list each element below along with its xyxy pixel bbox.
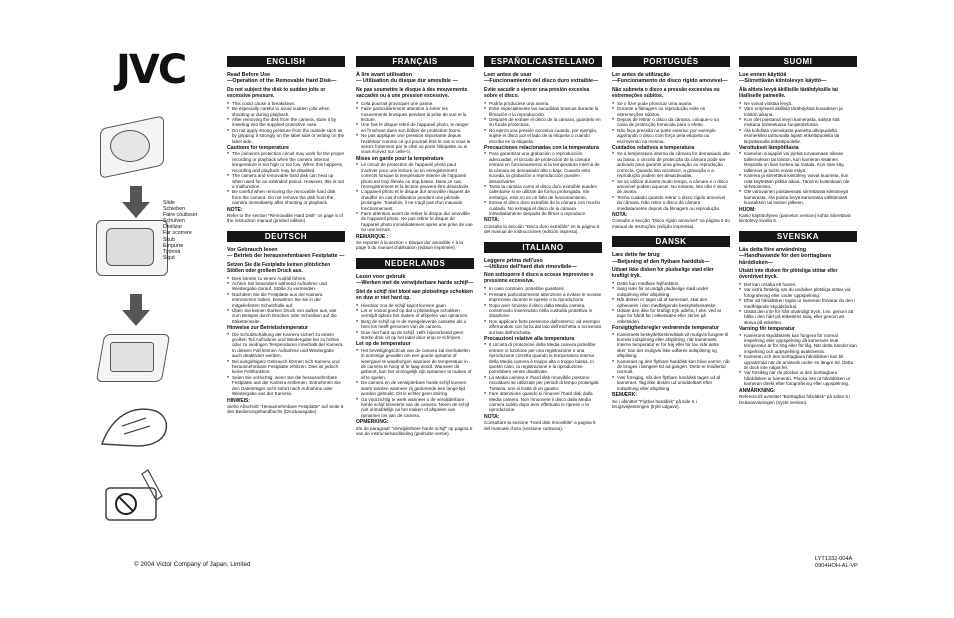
column-english-deutsch: [227, 56, 345, 415]
list-item: ● Kameran suojapiiri voi pyrkiä turvaamaan oikean tallennuksen tai toiston, kun kameran sisäinen lämpötila on liian korkea tai matala. Kun näin käy, tallennus ja toisto voivat estyä.: [739, 151, 857, 173]
english-lead: Do not subject the disk to sudden jolts or excessive pressure.: [227, 86, 326, 99]
nederlands-caution-heading: Let op de temperatuur: [356, 341, 411, 348]
column-espanol-italiano: [484, 56, 602, 431]
suomi-note: Katso käyttöohjeen (painetun version) kohta Siirrettävä kiintolevy sivulla 5.: [739, 212, 851, 224]
list-item: ● Kameran och den borttagbara hårddisken kan bli uppvärmda när de används under en längre tid. Detta är dock inte något fel.: [739, 354, 857, 370]
list-item: ● Le circuit de protection de l'appareil photo peut s'activer pour une lecture ou un enregistrement corrects lorsque la température interne de l'appareil photo est trop élevée ou trop basse. Dans ce cas, l'enregistrement et la lecture peuvent être désactivés.: [356, 162, 474, 189]
deutsch-caution-heading: Hinweise zur Betriebstemperatur: [227, 325, 309, 332]
list-item: ● Kamerans skyddskrets kan fungera för normal inspelning eller uppspelning då kamerans inuti temperatur är för hög eller för låg. När detta händer kan inspelning och uppspelning avaktiveras.: [739, 333, 857, 355]
list-item: ● Achten Sie besonders während Aufnahme und Wiedergabe darauf, Stöße zu vermeiden.: [227, 281, 345, 292]
suomi-lead: Älä altista levyä äkillisille tärähdyksille tai liialliselle paineelle.: [739, 86, 838, 99]
espanol-caution-heading: Precauciones relacionadas con la temperatura: [484, 145, 599, 152]
list-item: ● Duw niet hard op de schijf, zelfs bijvoorbeeld geen sterke druk uit op het label door erop te schrijven.: [356, 330, 474, 341]
list-item: ● Varo erityisesti äkillisiä tärähdyksiä kuvauksen ja toiston aikana.: [739, 106, 857, 117]
list-item: ● Ne pas appliquer une pression importante depuis l'extérieur comme ce qui pourrait être le cas si vous le serrez fortement par le côté où porte l'étiquette ou si vous écrivez sur celle-ci.: [356, 133, 474, 155]
francais-caution-heading: Mises en garde pour la température: [356, 155, 444, 162]
list-item: ● Hierdoor zou de schijf kapot kunnen gaan.: [356, 303, 474, 308]
portugues-title: Ler antes de utilização: [612, 72, 670, 78]
no-writing-warning-illustration: [92, 466, 176, 526]
copyright: © 2004 Victor Company of Japan, Limited: [134, 561, 251, 568]
list-item: ● No ejerza una presión excesiva cuando, por ejemplo, sujete el disco por el lado de la etiqueta o cuando escriba en la etiqueta.: [484, 128, 602, 144]
list-item: ● Une fois le disque retiré de l'appareil photo, le ranger en l'insérant dans son boîtier de protection fourni.: [356, 122, 474, 133]
list-item: ● Dopo aver rimosso il disco dalla Media camera, conservarlo inserendolo nella custodia protettiva in dotazione.: [484, 303, 602, 319]
list-item: ● Depois de retirar o disco da câmara, coloque-o na caixa de protecção fornecida para o efeito.: [612, 117, 730, 128]
list-item: ● Faire particulièrement attention à éviter les mouvements brusques pendant la prise de vue et la lecture.: [356, 106, 474, 122]
list-item: ● Utsätt den inte för hårt utvändigt tryck, t.ex. genom att hålla i den hårt på etikettens sida, eller genom att skriva på etiketten.: [739, 309, 857, 325]
list-item: ● Después de extraer el disco de la cámara, guárdelo en su funda protectora.: [484, 117, 602, 128]
espanol-note-heading: NOTA:: [484, 217, 500, 224]
list-item: ● Når disken er taget ud af kameraet, skal den opbevares i den medfølgende beskyttelsesæske.: [612, 297, 730, 308]
document-codes: [815, 556, 858, 570]
espanol-lead: Evite sacudir o ejercer una presión excesiva sobre el disco.: [484, 86, 590, 99]
list-item: ● Prestare particolarmente attenzione a evitare le scosse improvvise durante le riprese o la riproduzione.: [484, 292, 602, 303]
espanol-title: Leer antes de usar: [484, 72, 532, 78]
list-item: ● Nachdem Sie die Festplatte aus der Kamera entnommen haben, bewahren Sie sie in der mitgelieferten Schutzhülle auf.: [227, 292, 345, 308]
list-item: ● Fare attenzione quando si rimuove l'hard disk dalla Media camera. Non rimuovere il disco dalla Media camera subito dopo aver effettuato le riprese o la riproduzione.: [484, 391, 602, 413]
svenska-lead: Utsätt inte disken för plötsliga stötar eller överdrivet tryck.: [739, 267, 838, 280]
list-item: ● Be careful when removing the removable hard disk from the camera. Do not remove the disk from the camera immediately after shooting or playback.: [227, 189, 345, 205]
italiano-title: Leggere prima dell'uso: [484, 257, 543, 264]
dansk-caution-heading: Forsigtighedsregler vedrørende temperatur: [612, 325, 719, 332]
list-item: ● Se o fizer pode provocar uma avaria.: [612, 101, 730, 106]
dansk-note-heading: BEMÆRK:: [612, 392, 637, 399]
jvc-logo: JVC: [116, 47, 186, 93]
francais-title: À lire avant utilisation: [356, 72, 413, 78]
list-item: ● Ole varovainen poistaessasi siirrettävää kiintolevyä kamerasta. Älä poista levyä kamerasta välittömästi kuvauksen tai toiston jälkeen.: [739, 189, 857, 205]
list-item: ● Kun olet poistanut levyn kamerasta, säilytä sitä mukana toimitetussa suojakotelossa.: [739, 117, 857, 128]
deutsch-title: Vor Gebrauch lesen: [227, 246, 278, 253]
list-item: ● Ga voorzichtig te werk wanneer u de verwijderbare harde schijf losneemt van de camera. Neem de schijf niet onmiddellijk na het maken of afspelen van opnamen los van de camera.: [356, 397, 474, 419]
portugues-note: Consulte a secção "Disco rígido amovível" na página 5 do manual de instruções (edição impressa).: [612, 218, 730, 229]
list-item: ● Faire attention avant de retirer le disque dur amovible de l'appareil photo. Ne pas retirer le disque de l'appareil photo immédiatement après une prise de vue ou une lecture.: [356, 211, 474, 233]
list-item: ● Be especially careful to avoid sudden jolts when shooting or during playback.: [227, 106, 345, 117]
band-espanol: ESPAÑOL/CASTELLANO: [484, 56, 602, 67]
band-svenska: SVENSKA: [739, 231, 857, 242]
list-item: ● Vær forsigtig, når den flytbare harddisk tages ud af kameraet. Tag ikke disken ud umiddelbart efter indspilning eller afspilning.: [612, 375, 730, 391]
italiano-subtitle: —Utilizzo dell'hard disk rimovibile—: [484, 263, 577, 270]
list-item: ● Se os utilizar durante muito tempo, a câmara e o disco amovível podem aquecer. No entanto, isto não é sinal de avaria.: [612, 179, 730, 195]
deutsch-subtitle: — Betrieb der herausnehmbaren Festplatte —: [227, 253, 345, 260]
hand-grip-warning-illustration: [92, 396, 176, 452]
nederlands-note: Zie de paragraaf "Verwijderbare harde schijf" op pagina 5 van de instructiehandleiding (gedrukte versie).: [356, 425, 473, 436]
list-item: ● Kamera ja siirrettävä kiintolevy voivat kuumeta, kun niitä käytetään pitkän aikaa. Tämä ei kuitenkaan ole virhetoiminto.: [739, 173, 857, 189]
portugues-lead: Não submeta o disco a pressão excessiva ou estremeções súbitos.: [612, 86, 720, 99]
list-item: ● This could cause a breakdown.: [227, 101, 345, 106]
list-item: ● Var försiktig när du plockar ut den borttagbara hårddisken ur kameran. Plocka inte ut hårddisken ur kameran direkt efter fotografering eller uppspelning.: [739, 370, 857, 386]
english-subtitle: —Operation of the Removable Hard Disk—: [227, 78, 337, 85]
portugues-caution-heading: Cuidados relativos à temperatura: [612, 145, 695, 152]
list-item: ● The camera and removable hard disk can heat up when used for an extended period. However, this is not a malfunction.: [227, 173, 345, 189]
protective-case-illustration: [92, 330, 176, 388]
deutsch-lead: Setzen Sie die Festplatte keinen plötzlichen Stößen oder großem Druck aus.: [227, 261, 331, 274]
list-item: ● De camera en de verwijderbare harde schijf kunnen warm worden wanneer zij gedurende een lange tijd worden gebruikt. Dit is echter geen storing.: [356, 380, 474, 396]
dansk-title: Læs dette før brug: [612, 252, 660, 259]
suomi-subtitle: —Siirrettävän kiintolevyn käyttö—: [739, 78, 827, 85]
espanol-note: Consulte la sección "Disco duro extraíble" en la página 5 del manual de instrucciones (edición impresa).: [484, 223, 600, 235]
slide-labels: Slide Schieben Faire coulisser Schuiven Deslizar Far scorrere Skub Empurre Työnnä Skjut: [163, 200, 198, 261]
list-item: ● Durante a filmagem ou reprodução evite os estremeções súbitos.: [612, 106, 730, 117]
english-note: Refer to the section "Removable Hard Disk" on page 5 of the instruction manual (printed edition).: [227, 212, 343, 224]
deutsch-note-heading: HINWEIS:: [227, 397, 251, 404]
list-item: ● Efter att hårddisken tagits ur kameran förvarar du den i medföljande skyddsfodral.: [739, 298, 857, 309]
suomi-caution-heading: Varoitukset lämpötilasta: [739, 145, 799, 152]
svenska-caution-heading: Varning för temperatur: [739, 326, 795, 333]
nederlands-title: Lezen voor gebruik: [356, 273, 406, 280]
english-note-heading: NOTE:: [227, 206, 243, 213]
english-caution-heading: Cautions for temperature: [227, 145, 289, 152]
italiano-note: Consultare la sezione "Hard disk rimovibile" a pagina 5 del manuale d'uso (versione cartacea).: [484, 420, 596, 431]
list-item: ● L'appareil photo et le disque dur amovible risquent de chauffer en cas d'utilisation pendant une période prolongée. Toutefois, il ne s'agit pas d'un mauvais fonctionnement.: [356, 189, 474, 211]
list-item: ● Podría producirse una avería.: [484, 101, 602, 106]
document-code: LYT1332-004A: [815, 556, 853, 562]
list-item: ● Het beveiligingscircuit van de camera zal inschakelen in sommige gevallen om een goede opname of weergave te waarborgen wanneer de temperatuur in de camera te hoog of te laag wordt. Wanneer dit gebeurt, kan het onmogelijk zijn opnamen te maken of af te spelen.: [356, 348, 474, 380]
italiano-note-heading: NOTA:: [484, 413, 500, 420]
list-item: ● Cela pourrait provoquer une panne.: [356, 101, 474, 106]
english-title: Read Before Use: [227, 72, 271, 78]
band-suomi: SUOMI: [739, 56, 857, 67]
list-item: ● Var extra försiktig när du undviker plötsliga stötar vid fotografering eller under uppspelning.: [739, 287, 857, 298]
list-item: ● Kameraet og den flytbare harddisk kan blive varme, når de bruges i længere tid ad gangen. Dette er imidlertid normalt.: [612, 359, 730, 375]
list-item: ● Det kan orsaka ett haveri.: [739, 282, 857, 287]
column-suomi-svenska: [739, 56, 857, 405]
italiano-lead: Non sottoporre il disco a scosse improvvise o pressione eccessiva.: [484, 272, 594, 285]
list-item: ● Sørg især for at undgå pludselige stød under indspilning eller afspilning.: [612, 286, 730, 297]
suomi-note-heading: HUOM:: [739, 206, 756, 213]
list-item: ● After removing the disk from the camera, store it by inserting into the supplied protective case.: [227, 117, 345, 128]
francais-note: Se reporter à la section « Disque dur amovible » à la page 5 du manuel d'utilisation (édition imprimée).: [356, 239, 463, 251]
arrow-down-icon: [122, 294, 150, 326]
list-item: ● Tanto la cámara como el disco duro extraíble pueden calentarse si se utilizan de forma prolongada. Sin embargo, esto no es un fallo de funcionamiento.: [484, 184, 602, 200]
list-item: ● Üben Sie keinen starken Druck von außen aus, wie zum Beispiel durch Drücken oder Schreiben auf die Etikettenseite.: [227, 308, 345, 324]
svenska-note-heading: ANMÄRKNING:: [739, 387, 776, 394]
list-item: ● Bei ausgiebigem Gebrauch können sich Kamera und herausnehmbare Festplatte erhitzen. Dies ist jedoch keine Fehlfunktion.: [227, 359, 345, 375]
svenska-subtitle: —Handhavande för den borttagbara hårddisken—: [739, 253, 831, 266]
band-dansk: DANSK: [612, 236, 730, 247]
band-portugues: PORTUGUÊS: [612, 56, 730, 67]
band-francais: FRANÇAIS: [356, 56, 474, 67]
band-nederlands: NEDERLANDS: [356, 258, 474, 269]
list-item: ● Non applicare forte pressione dall'esterno, ad esempio afferrandolo con forza dal lato dell'etichetta o scrivendo sul lato dell'etichetta.: [484, 319, 602, 335]
dansk-note: Se i afsnittet "Flytbar harddisk" på side 5 i brugsvejledningen (trykt udgave).: [612, 398, 697, 409]
list-item: ● The camera's protection circuit may work for the proper recording or playback when the camera internal temperature is too high or too low. When this happens, recording and playback may be disabled.: [227, 151, 345, 173]
list-item: ● Extrae el disco duro extraíble de la cámara con mucho cuidado. No extraiga el disco de la cámara inmediatamente después de filmar o reproducir.: [484, 200, 602, 216]
espanol-subtitle: —Funcionamiento del disco duro extraíble—: [484, 78, 599, 85]
list-item: ● Dies könnte zu einem Ausfall führen.: [227, 276, 345, 281]
list-item: ● Tenha cuidado quando retirar o disco rígido amovível da câmara. Não retire o disco da câmara imediatamente depois da filmagem ou reprodução.: [612, 195, 730, 211]
list-item: ● Let er vooral goed op dat u plotselinge schokken vermijdt tijdens het maken of afspelen van opnamen.: [356, 308, 474, 319]
portugues-subtitle: —Funcionamento do disco rígido amovível—: [612, 78, 728, 85]
list-item: ● Berg de schijf op in de meegeleverde cassette als u hem los heeft genomen van de camera.: [356, 319, 474, 330]
portugues-note-heading: NOTA:: [612, 211, 628, 218]
italiano-caution-heading: Precauzioni relative alla temperatura: [484, 336, 575, 343]
svenska-title: Läs detta före användning: [739, 246, 807, 253]
list-item: ● Kameraets beskyttelseskredsløb vil muligvis fungere til korrekt indspilning eller afspilning, når kameraets interne temperatur er for høj eller for lav. Når dette sker, kan der muligvis ikke udføres indspilning og afspilning.: [612, 332, 730, 359]
list-item: ● Para garantizar una grabación o reproducción adecuadas, el circuito de protección de la cámara entrará en funcionamiento si la temperatura interna de la cámara es demasiado alta o baja. Cuando esto suceda, la grabación o reproducción pueden desactivarse.: [484, 151, 602, 183]
list-item: ● Udsæt den ikke for kraftigt tryk udefra, f.eks. ved at tage for hårdt fat i etiketsiden eller skrive på etiketsiden.: [612, 308, 730, 324]
nederlands-lead: Stel de schijf niet bloot aan plotselinge schokken en duw er niet hard op.: [356, 288, 473, 301]
band-italiano: ITALIANO: [484, 242, 602, 253]
camera-disk-illustration: [92, 118, 176, 176]
document-code: 0904HOH-AL-VP: [815, 563, 858, 569]
column-francais-nederlands: [356, 56, 474, 436]
francais-note-heading: REMARQUE :: [356, 233, 389, 240]
list-item: ● In caso contrario, potrebbe guastarsi.: [484, 286, 602, 291]
list-item: ● La Media camera e l'hard disk rimovibile possono riscaldarsi se utilizzate per periodi di tempo prolungati. Tuttavia, non si tratta di un guasto.: [484, 375, 602, 391]
list-item: ● Dette kan medføre fejlfunktion.: [612, 281, 730, 286]
list-item: ● Evite especialmente las sacudidas bruscas durante la filmación o la reproducción.: [484, 106, 602, 117]
svenska-note: Referera till avsnittet "Borttagbar hårddisk" på sidan 5 i bruksanvisningen (tryckt version).: [739, 394, 851, 405]
nederlands-note-heading: OPMERKING:: [356, 419, 389, 426]
list-item: ● Do not apply strong pressure from the outside such as by gripping it strongly on the label side or writing on the label side.: [227, 128, 345, 144]
suomi-title: Lue ennen käyttöä: [739, 72, 787, 78]
deutsch-note: Siehe Abschnitt "Herausnehmbare Festplatte" auf Seite 5 des Bedienungshandbuchs (Druckausgabe).: [227, 403, 344, 415]
francais-subtitle: — Utilisation du disque dur amovible —: [356, 78, 458, 85]
francais-lead: Ne pas soumettre le disque à des mouvements saccadés ou à une pression excessive.: [356, 86, 468, 99]
list-item: ● Não faça pressão na parte externa: por exemplo agarrando o disco com força pela etiqueta ou escrevendo na mesma.: [612, 128, 730, 144]
band-deutsch: DEUTSCH: [227, 231, 345, 242]
list-item: ● Il circuito di protezione della Media camera potrebbe entrare in funzione per una registrazione o una riproduzione corretta quando la temperatura interna della Media camera è troppo alta o troppo bassa. In questo caso, la registrazione e la riproduzione potrebbero venire disattivate.: [484, 342, 602, 374]
dansk-subtitle: —Betjening af den flytbare harddisk—: [612, 258, 710, 265]
band-english: ENGLISH: [227, 56, 345, 67]
list-item: ● Se a temperatura interna da câmara for demasiado alta ou baixa, o circuito de protecção da câmara pode ser activado para garantir uma gravação ou reprodução correcta. Quando isto acontece, a gravação e a reprodução podem ser desactivadas.: [612, 151, 730, 178]
list-item: ● Seien Sie vorsichtig, wenn Sie die herausnehmbare Festplatte aus der Kamera entfernen. Entnehmen Sie den Datenträger nicht sofort nach Aufnahme oder Wiedergabe aus der Kamera.: [227, 375, 345, 397]
column-portugues-dansk: [612, 56, 730, 409]
list-item: ● Die Schutzschaltung der Kamera sichert zu einem großen Teil Aufnahme und Wiedergabe bei zu hohen oder zu niedrigen Temperaturen innerhalb der Kamera. In diesem Fall können Aufnahme und Wiedergabe auch deaktiviert werden.: [227, 332, 345, 359]
dansk-lead: Udsæt ikke disken for pludselige stød eller kraftigt tryk.: [612, 266, 714, 279]
nederlands-subtitle: —Werken met de verwijderbare harde schijf—: [356, 280, 474, 287]
list-item: ● Ne voivat vioittaa levyä.: [739, 101, 857, 106]
list-item: ● Älä kohdista voimakasta painetta ulkopuolelta esimerkiksi tarttumalla lujasti etikettipuolelta tai kirjoittamalla etikettipuolelle.: [739, 128, 857, 144]
